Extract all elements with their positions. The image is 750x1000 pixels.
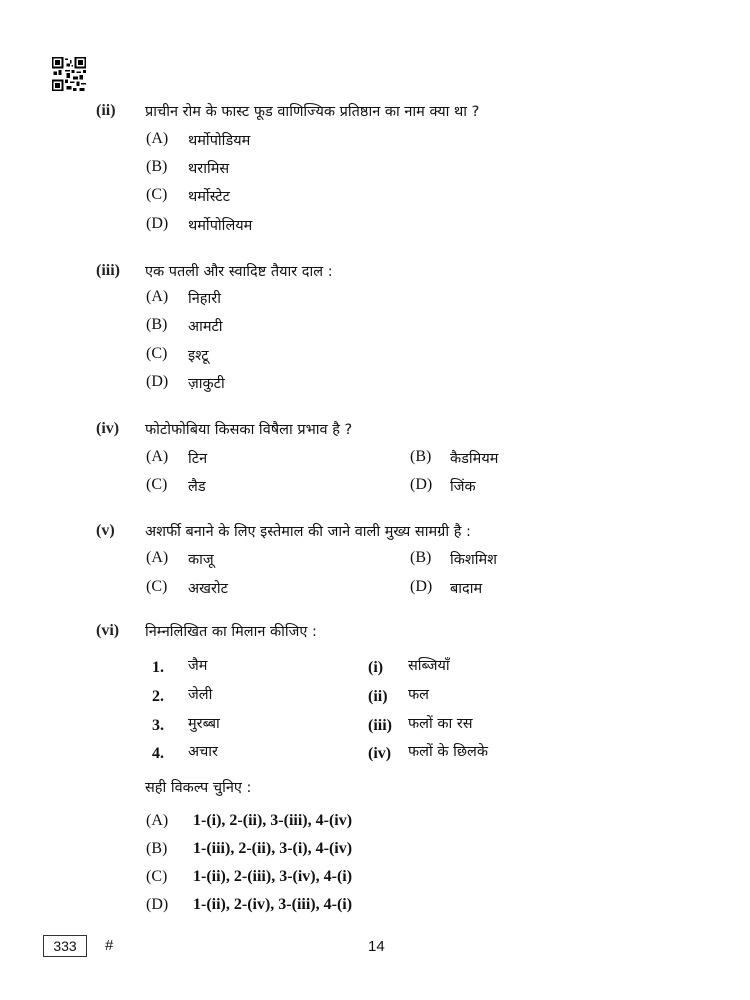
match-left-number: 3. xyxy=(152,717,164,734)
question-number: (iv) xyxy=(96,420,120,437)
option-label: (C) xyxy=(146,868,168,885)
option-label: (C) xyxy=(146,578,168,595)
question-text: प्राचीन रोम के फास्ट फूड वाणिज्यिक प्रतिष्ठान का नाम क्या था ? xyxy=(145,104,480,120)
option-text: आमटी xyxy=(188,319,223,335)
option-text: 1-(ii), 2-(iv), 3-(iii), 4-(i) xyxy=(193,896,353,913)
option-text: लैड xyxy=(188,479,206,495)
option-text: ज़ाकुटी xyxy=(188,376,225,392)
match-left-number: 1. xyxy=(152,659,164,676)
question-text: निम्नलिखित का मिलान कीजिए : xyxy=(145,624,317,640)
match-right-text: सब्जियाँ xyxy=(408,658,450,674)
option-text: थरामिस xyxy=(188,161,230,177)
option-text: 1-(i), 2-(ii), 3-(iii), 4-(iv) xyxy=(193,812,353,829)
match-right-number: (i) xyxy=(368,659,384,676)
question-number: (ii) xyxy=(96,102,116,119)
option-label: (B) xyxy=(410,549,432,566)
question-text: अशर्फी बनाने के लिए इस्तेमाल की जाने वाली मुख्य सामग्री है : xyxy=(145,524,471,540)
option-label: (A) xyxy=(146,549,169,566)
qr-code-icon xyxy=(52,57,86,91)
option-text: निहारी xyxy=(188,291,221,307)
question-text: फोटोफोबिया किसका विषैला प्रभाव है ? xyxy=(145,422,353,438)
match-left-number: 4. xyxy=(152,745,164,762)
option-text: इश्टू xyxy=(188,348,209,364)
question-number: (iii) xyxy=(96,262,120,279)
option-text: जिंक xyxy=(450,479,476,495)
match-right-number: (iv) xyxy=(368,745,392,762)
option-text: 1-(ii), 2-(iii), 3-(iv), 4-(i) xyxy=(193,868,353,885)
option-text: थर्मोपोलियम xyxy=(188,218,253,234)
match-right-number: (ii) xyxy=(368,688,388,705)
match-left-text: जैम xyxy=(188,658,208,674)
option-label: (A) xyxy=(146,448,169,465)
option-label: (D) xyxy=(146,896,169,913)
option-text: काजू xyxy=(188,552,214,568)
match-right-number: (iii) xyxy=(368,717,392,734)
match-right-text: फलों का रस xyxy=(408,716,473,732)
match-right-text: फलों के छिलके xyxy=(408,744,489,760)
option-label: (B) xyxy=(146,840,168,857)
option-label: (A) xyxy=(146,130,169,147)
option-text: थर्मोपोडियम xyxy=(188,133,251,149)
option-label: (C) xyxy=(146,476,168,493)
hash-mark: # xyxy=(105,937,114,954)
page-number: 14 xyxy=(368,938,385,955)
option-label: (B) xyxy=(146,158,168,175)
option-text: थर्मोस्टेट xyxy=(188,189,230,205)
match-left-number: 2. xyxy=(152,688,164,705)
option-label: (A) xyxy=(146,812,169,829)
option-label: (D) xyxy=(146,215,169,232)
option-label: (C) xyxy=(146,345,168,362)
question-number: (vi) xyxy=(96,622,120,639)
question-number: (v) xyxy=(96,522,115,539)
option-text: 1-(iii), 2-(ii), 3-(i), 4-(iv) xyxy=(193,840,353,857)
match-left-text: अचार xyxy=(188,744,218,760)
option-text: किशमिश xyxy=(450,552,498,568)
paper-code-box: 333 xyxy=(43,935,87,957)
match-right-text: फल xyxy=(408,687,430,703)
option-label: (D) xyxy=(146,373,169,390)
match-left-text: जेली xyxy=(188,687,213,703)
option-label: (C) xyxy=(146,186,168,203)
option-label: (D) xyxy=(410,476,433,493)
option-label: (A) xyxy=(146,288,169,305)
option-text: टिन xyxy=(188,451,208,467)
choose-instruction: सही विकल्प चुनिए : xyxy=(145,780,252,796)
option-text: कैडमियम xyxy=(450,451,499,467)
option-label: (D) xyxy=(410,578,433,595)
option-text: अखरोट xyxy=(188,581,228,597)
option-text: बादाम xyxy=(450,581,483,597)
option-label: (B) xyxy=(410,448,432,465)
option-label: (B) xyxy=(146,316,168,333)
match-left-text: मुरब्बा xyxy=(188,716,220,732)
question-text: एक पतली और स्वादिष्ट तैयार दाल : xyxy=(145,264,333,280)
